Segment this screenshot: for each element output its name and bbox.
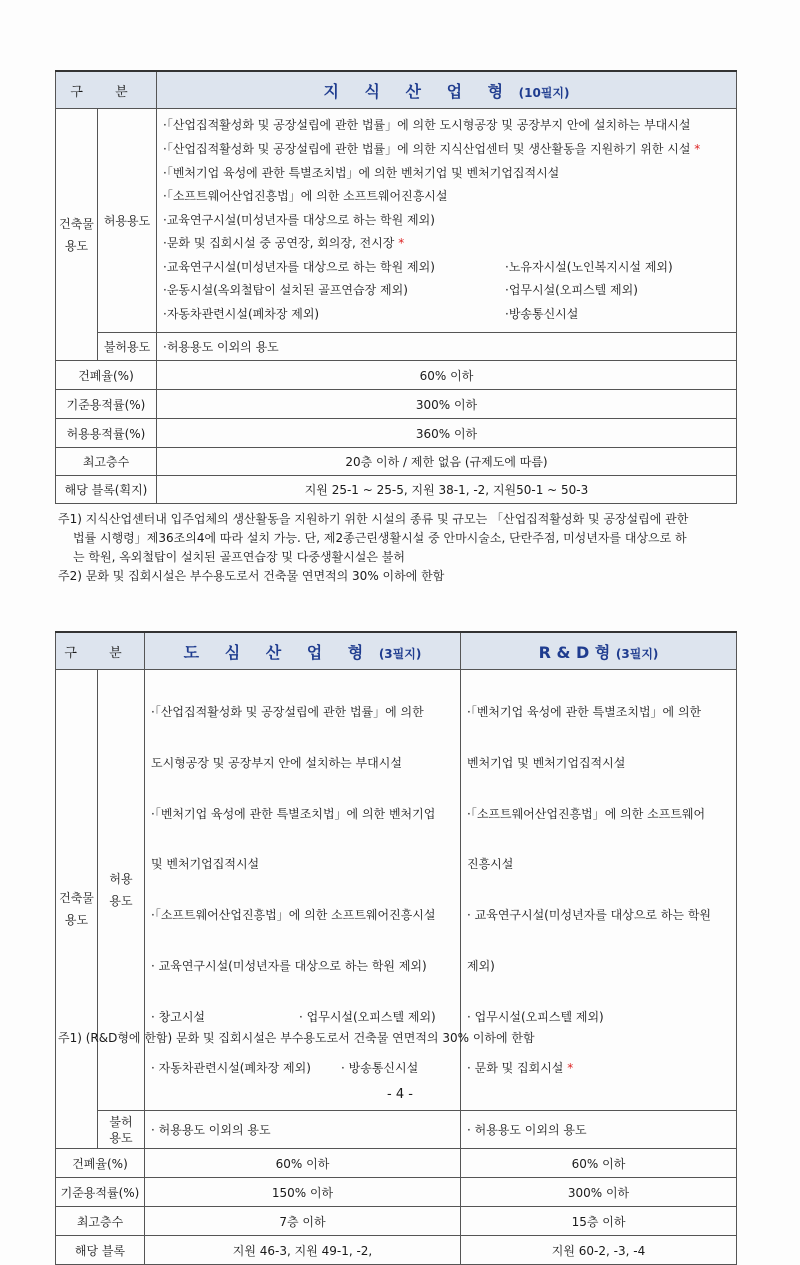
- row-label: 기준용적률(%): [56, 1178, 145, 1207]
- note-line: 주1) 지식산업센터내 입주업체의 생산활동을 지원하기 위한 시설의 종류 및 규모는 「산업집적활성화 및 공장설립에 관한: [58, 512, 689, 526]
- star-mark: *: [567, 1060, 574, 1075]
- list-item: · 업무시설(오피스텔 제외): [467, 1009, 604, 1024]
- list-item: ·「소프트웨어산업진흥법」에 의한 소프트웨어: [467, 806, 706, 821]
- table1-header: [56, 71, 737, 109]
- table2-title-rnd: [461, 632, 737, 670]
- table1-title: [157, 71, 737, 109]
- list-item: 벤처기업 및 벤처기업집적시설: [467, 755, 626, 770]
- building-use-label: 건축물 용도: [56, 109, 98, 361]
- row-value: 300% 이하: [157, 390, 737, 419]
- note-line: 주1) (R&D형에 한함) 문화 및 집회시설은 부수용도로서 건축물 연면적의 30% 이하에 한함: [58, 1031, 535, 1045]
- note-line: 주2) 문화 및 집회시설은 부수용도로서 건축물 연면적의 30% 이하에 한함: [58, 569, 445, 583]
- title-main: R & D 형: [538, 642, 611, 662]
- allowed-label: 허용용도: [98, 109, 157, 333]
- title-sub: (10필지): [518, 85, 570, 100]
- list-item-pair: · 창고시설 · 업무시설(오피스텔 제외): [151, 1009, 436, 1024]
- list-item: ·「벤처기업 육성에 관한 특별조치법」에 의한 벤처기업 및 벤처기업집적시설: [163, 165, 560, 180]
- row-value-rnd: 300% 이하: [461, 1178, 737, 1207]
- list-item: 및 벤처기업집적시설: [151, 857, 260, 872]
- building-use-label: 건축물 용도: [56, 670, 98, 1149]
- title-main: 지 식 산 업 형: [323, 81, 514, 101]
- row-value-rnd: 지원 60-2, -3, -4: [461, 1236, 737, 1265]
- row-value-urban: 150% 이하: [145, 1178, 461, 1207]
- table2-title-urban: [145, 632, 461, 670]
- list-item: ·「소프트웨어산업진흥법」에 의한 소프트웨어진흥시설: [163, 189, 448, 204]
- list-item: ·문화 및 집회시설 중 공연장, 회의장, 전시장 *: [163, 236, 405, 251]
- list-item: · 교육연구시설(미성년자를 대상으로 하는 학원 제외): [151, 958, 427, 973]
- row-label: 건폐율(%): [56, 1149, 145, 1178]
- row-value-rnd: 60% 이하: [461, 1149, 737, 1178]
- page-number: - 4 -: [387, 1087, 413, 1102]
- forbidden-value-rnd: · 허용용도 이외의 용도: [461, 1111, 737, 1149]
- forbidden-value-urban: · 허용용도 이외의 용도: [145, 1111, 461, 1149]
- allowed-list: [157, 109, 737, 333]
- row-value: 360% 이하: [157, 419, 737, 448]
- row-label: 해당 블록: [56, 1236, 145, 1265]
- table-urban-rnd: [55, 631, 737, 1265]
- header-label: 구 분: [56, 71, 157, 109]
- list-item: · 문화 및 집회시설 *: [467, 1060, 574, 1075]
- list-item: 진흥시설: [467, 857, 514, 872]
- row-value-rnd: 15층 이하: [461, 1207, 737, 1236]
- star-mark: *: [398, 236, 405, 251]
- table2-notes: [58, 1029, 535, 1048]
- row-label: 건폐율(%): [56, 361, 157, 390]
- list-item-pair: ·운동시설(옥외철탑이 설치된 골프연습장 제외) ·업무시설(오피스텔 제외): [163, 283, 638, 298]
- row-value-urban: 지원 46-3, 지원 49-1, -2,: [145, 1236, 461, 1265]
- row-value-urban: 7층 이하: [145, 1207, 461, 1236]
- list-item: ·「산업집적활성화 및 공장설립에 관한 법률」에 의한: [151, 705, 424, 719]
- list-item: 제외): [467, 958, 495, 973]
- table1-notes: [58, 510, 688, 586]
- list-item: ·교육연구시설(미성년자를 대상으로 하는 학원 제외): [163, 212, 435, 227]
- forbidden-label: 불허 용도: [98, 1111, 145, 1149]
- list-item-pair: ·교육연구시설(미성년자를 대상으로 하는 학원 제외) ·노유자시설(노인복지시설 제외): [163, 259, 673, 274]
- list-item-pair: · 자동차관련시설(폐차장 제외) · 방송통신시설: [151, 1060, 419, 1075]
- list-item-pair: ·자동차관련시설(폐차장 제외) ·방송통신시설: [163, 307, 579, 322]
- table2-header: [56, 632, 737, 670]
- row-value: 지원 25-1 ~ 25-5, 지원 38-1, -2, 지원50-1 ~ 50-3: [157, 476, 737, 504]
- table-knowledge-industry: [55, 70, 737, 504]
- row-value: 20층 이하 / 제한 없음 (규제도에 따름): [157, 448, 737, 476]
- title-sub: (3필지): [378, 646, 422, 661]
- list-item: ·「벤처기업 육성에 관한 특별조치법」에 의한: [467, 705, 702, 719]
- list-item: · 교육연구시설(미성년자를 대상으로 하는 학원: [467, 908, 712, 923]
- row-label: 기준용적률(%): [56, 390, 157, 419]
- row-value: 60% 이하: [157, 361, 737, 390]
- allowed-label: 허용 용도: [98, 670, 145, 1111]
- row-label: 허용용적률(%): [56, 419, 157, 448]
- row-value-urban: 60% 이하: [145, 1149, 461, 1178]
- list-item: ·「산업집적활성화 및 공장설립에 관한 법률」에 의한 도시형공장 및 공장부지 안에 설치하는 부대시설: [163, 118, 691, 133]
- star-mark: *: [694, 141, 701, 156]
- header-label: 구 분: [56, 632, 145, 670]
- row-label: 최고층수: [56, 448, 157, 476]
- row-label: 해당 블록(획지): [56, 476, 157, 504]
- note-line: 법률 시행령」제36조의4에 따라 설치 가능. 단, 제2종근린생활시설 중 안마시술소, 단란주점, 미성년자를 대상으로 하: [73, 531, 687, 545]
- list-item: ·「산업집적활성화 및 공장설립에 관한 법률」에 의한 지식산업센터 및 생산활동을 지원하기 위한 시설 *: [163, 141, 701, 156]
- row-label: 최고층수: [56, 1207, 145, 1236]
- list-item: ·「벤처기업 육성에 관한 특별조치법」에 의한 벤처기업: [151, 806, 436, 821]
- title-sub: (3필지): [615, 646, 659, 661]
- title-main: 도 심 산 업 형: [183, 642, 374, 662]
- list-item: ·「소프트웨어산업진흥법」에 의한 소프트웨어진흥시설: [151, 908, 436, 923]
- forbidden-label: 불허용도: [98, 333, 157, 361]
- note-line: 는 학원, 옥외철탑이 설치된 골프연습장 및 다중생활시설은 불허: [73, 550, 405, 564]
- forbidden-value: ·허용용도 이외의 용도: [157, 333, 737, 361]
- list-item: 도시형공장 및 공장부지 안에 설치하는 부대시설: [151, 755, 402, 770]
